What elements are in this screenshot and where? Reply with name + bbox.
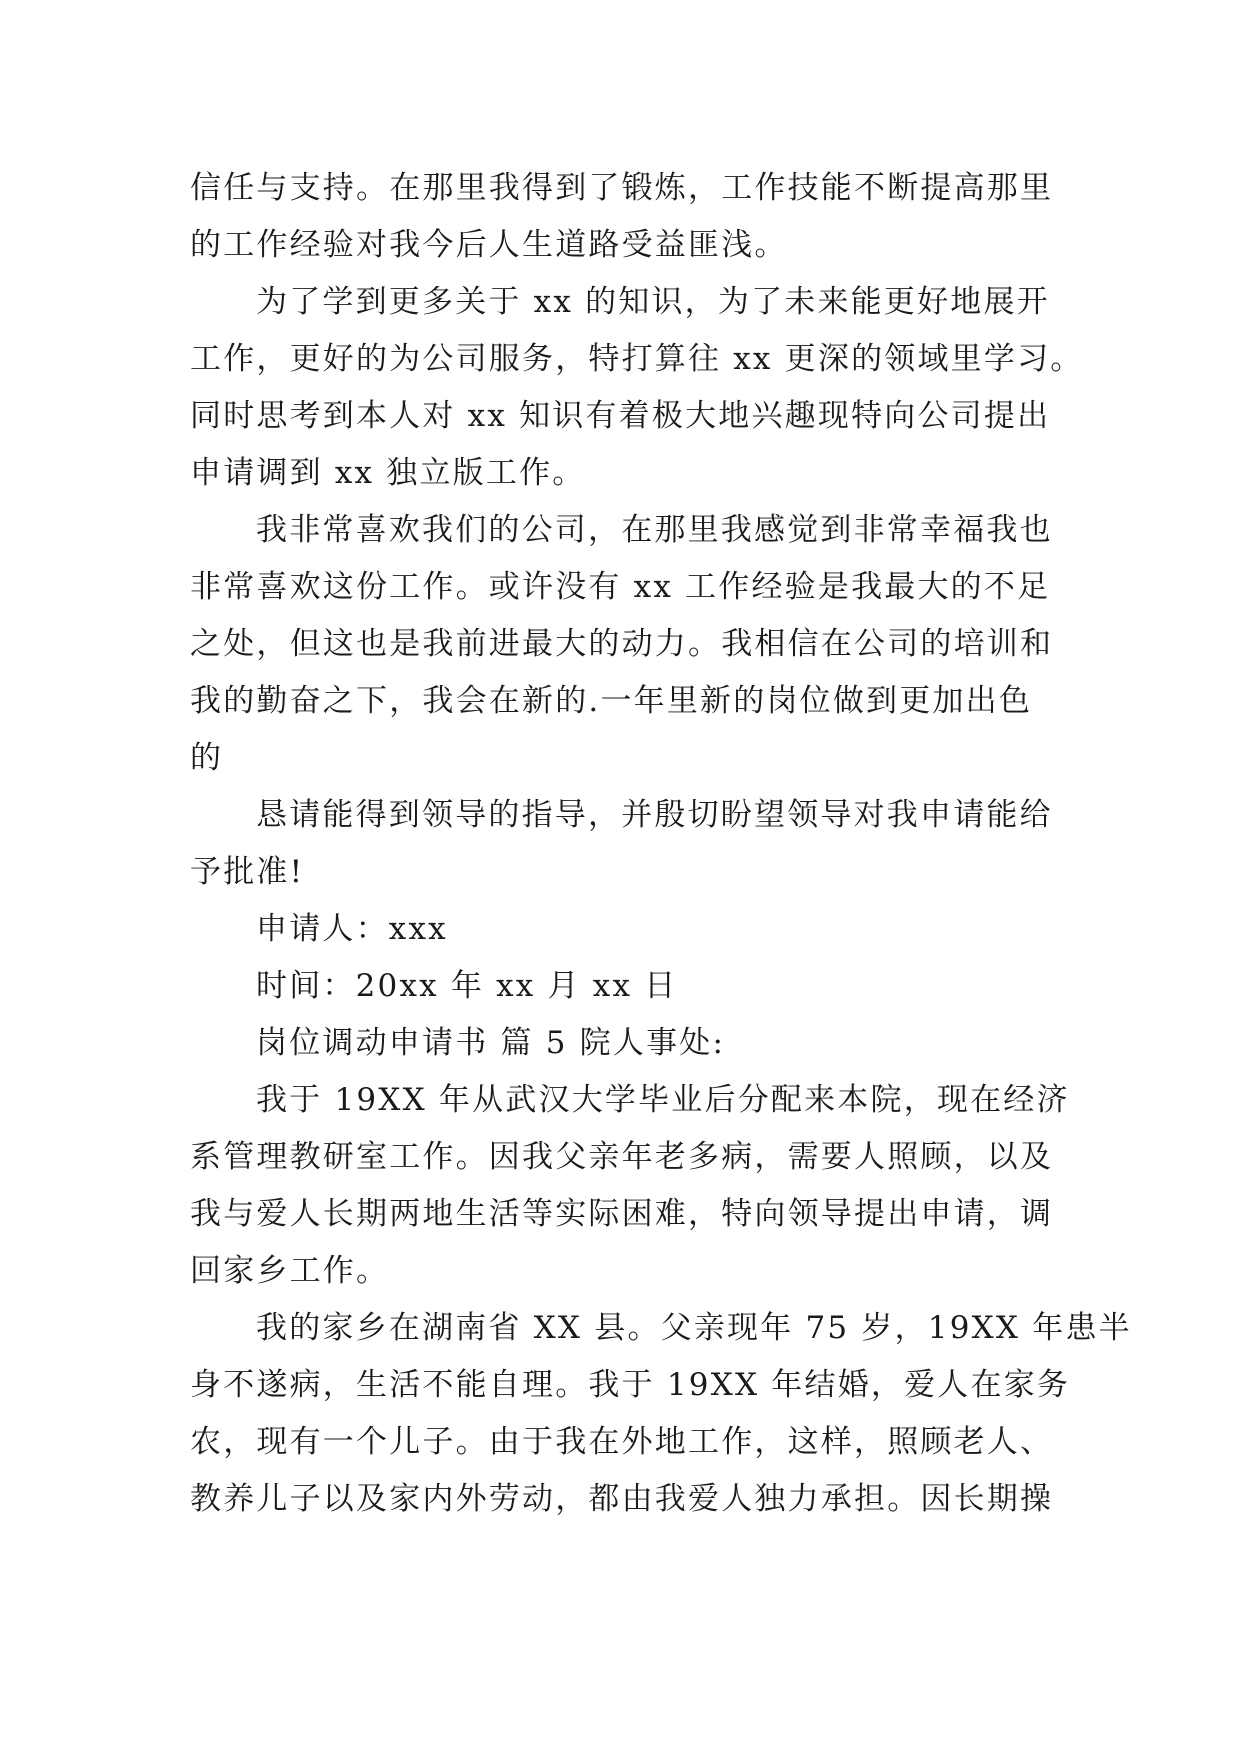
text-line: 我的勤奋之下，我会在新的.一年里新的岗位做到更加出色 (190, 683, 1033, 719)
text-line: 的 (190, 740, 224, 776)
text-line: 予批准! (190, 854, 305, 890)
text-line: 信任与支持。在那里我得到了锻炼，工作技能不断提高那里 (190, 170, 1054, 206)
text-line: 系管理教研室工作。因我父亲年老多病，需要人照顾，以及 (190, 1139, 1054, 1175)
text-line: 的工作经验对我今后人生道路受益匪浅。 (190, 227, 788, 263)
text-line: 同时思考到本人对 xx 知识有着极大地兴趣现特向公司提出 (190, 398, 1051, 434)
text-line: 农，现有一个儿子。由于我在外地工作，这样，照顾老人、 (190, 1424, 1054, 1460)
paragraph-start-line: 我的家乡在湖南省 XX 县。父亲现年 75 岁，19XX 年患半 (256, 1310, 1132, 1346)
text-line: 之处，但这也是我前进最大的动力。我相信在公司的培训和 (190, 626, 1054, 662)
text-line: 回家乡工作。 (190, 1253, 390, 1289)
text-line: 我与爱人长期两地生活等实际困难，特向领导提出申请，调 (190, 1196, 1054, 1232)
date-line: 时间：20xx 年 xx 月 xx 日 (256, 968, 678, 1004)
paragraph-start-line: 我非常喜欢我们的公司，在那里我感觉到非常幸福我也 (256, 512, 1053, 548)
paragraph-start-line: 为了学到更多关于 xx 的知识，为了未来能更好地展开 (256, 284, 1050, 320)
paragraph-start-line: 我于 19XX 年从武汉大学毕业后分配来本院，现在经济 (256, 1082, 1070, 1118)
text-line: 申请调到 xx 独立版工作。 (190, 455, 586, 491)
section-heading-line: 岗位调动申请书 篇 5 院人事处: (256, 1025, 726, 1061)
applicant-line: 申请人：xxx (256, 911, 448, 947)
text-line: 工作，更好的为公司服务，特打算往 xx 更深的领域里学习。 (190, 341, 1084, 377)
text-line: 非常喜欢这份工作。或许没有 xx 工作经验是我最大的不足 (190, 569, 1051, 605)
text-line: 身不遂病，生活不能自理。我于 19XX 年结婚，爱人在家务 (190, 1367, 1071, 1403)
paragraph-start-line: 恳请能得到领导的指导，并殷切盼望领导对我申请能给 (256, 797, 1053, 833)
text-line: 教养儿子以及家内外劳动，都由我爱人独力承担。因长期操 (190, 1481, 1054, 1517)
